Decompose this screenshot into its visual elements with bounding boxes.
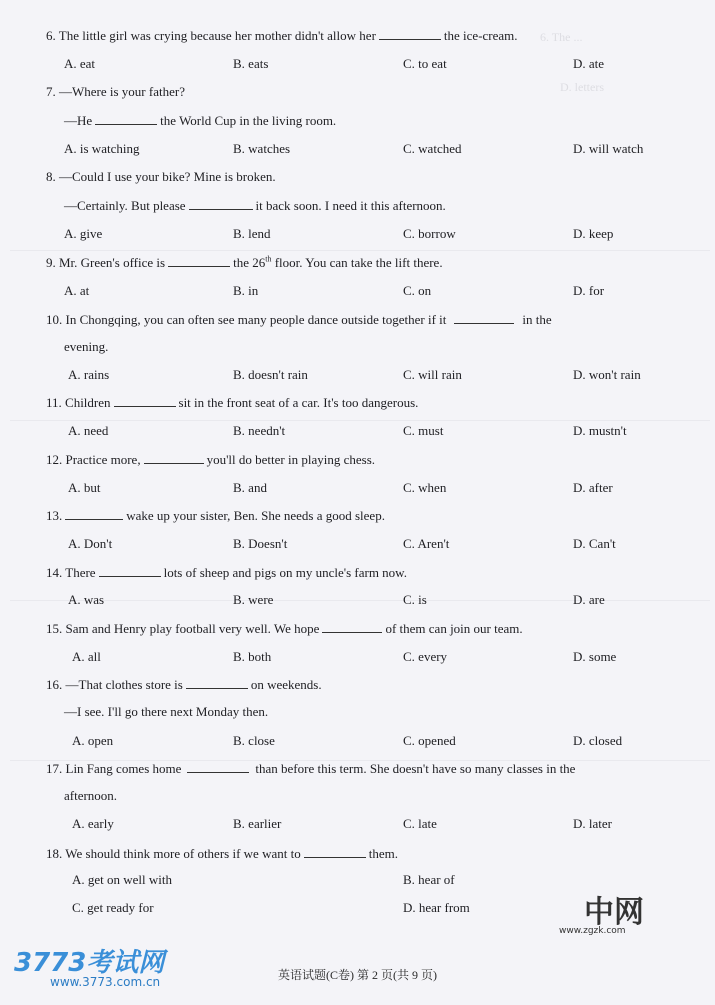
option-b: B. earlier: [233, 816, 282, 831]
bleed-through: 6. The ... D. letters: [0, 0, 715, 940]
question-14: [46, 564, 686, 619]
question-stem: 15. Sam and Henry play football very well. We hope of them can join our team.: [46, 621, 523, 636]
option-b: B. needn't: [233, 423, 286, 438]
option-b: B. hear of: [403, 872, 455, 887]
option-c: C. opened: [403, 733, 456, 748]
option-c: C. when: [403, 480, 447, 495]
question-13: [46, 507, 686, 562]
option-c: C. will rain: [403, 367, 462, 382]
question-stem-continued: evening.: [64, 339, 109, 354]
option-c: C. to eat: [403, 56, 447, 71]
option-a: A. is watching: [64, 141, 140, 156]
option-d: D. for: [573, 283, 605, 298]
option-b: B. eats: [233, 56, 269, 71]
question-stem: 9. Mr. Green's office is the 26th floor. You can take the lift there.: [46, 254, 443, 270]
question-15: [46, 620, 686, 675]
option-a: A. at: [64, 283, 90, 298]
question-stem: 7. —Where is your father?: [46, 84, 185, 99]
question-stem: 6. The little girl was crying because her mother didn't allow her the ice-cream.: [46, 28, 518, 43]
question-7: [46, 84, 686, 164]
option-d: D. Can't: [573, 536, 616, 551]
zhongwang-logo: 中网: [584, 895, 644, 930]
option-c: C. late: [403, 816, 437, 831]
option-d: D. after: [573, 480, 613, 495]
option-a: A. need: [68, 423, 109, 438]
question-16: [46, 676, 686, 756]
option-c: C. Aren't: [403, 536, 450, 551]
option-d: D. are: [573, 592, 605, 607]
option-d: D. ate: [573, 56, 605, 71]
option-b: B. Doesn't: [233, 536, 288, 551]
option-a: A. eat: [64, 56, 96, 71]
option-d: D. will watch: [573, 141, 644, 156]
question-dialogue-line: —I see. I'll go there next Monday then.: [64, 704, 269, 719]
option-b: B. close: [233, 733, 275, 748]
option-b: B. lend: [233, 226, 271, 241]
option-b: B. both: [233, 649, 272, 664]
question-stem-continued: afternoon.: [64, 788, 118, 803]
question-6: [46, 27, 686, 82]
question-stem: 8. —Could I use your bike? Mine is broken.: [46, 169, 276, 184]
question-17: [46, 760, 686, 840]
question-12: [46, 451, 686, 506]
question-dialogue-line: —He the World Cup in the living room.: [64, 113, 337, 128]
option-d: D. some: [573, 649, 617, 664]
option-a: A. open: [72, 733, 114, 748]
site-logo: 3773考试网: [14, 948, 165, 978]
option-c: C. is: [403, 592, 427, 607]
option-b: B. in: [233, 283, 259, 298]
option-c: C. get ready for: [72, 900, 154, 915]
question-stem: 17. Lin Fang comes home than before this term. She doesn't have so many classes in the: [46, 761, 576, 776]
question-stem: 13. wake up your sister, Ben. She needs a good sleep.: [46, 508, 385, 523]
question-stem: 12. Practice more, you'll do better in playing chess.: [46, 452, 376, 467]
option-a: A. give: [64, 226, 103, 241]
option-c: C. must: [403, 423, 444, 438]
question-11: [46, 394, 686, 449]
question-stem: 14. There lots of sheep and pigs on my uncle's farm now.: [46, 565, 407, 580]
option-d: D. later: [573, 816, 612, 831]
option-c: C. borrow: [403, 226, 456, 241]
option-c: C. watched: [403, 141, 462, 156]
option-b: B. doesn't rain: [233, 367, 308, 382]
question-9: [46, 254, 686, 309]
option-c: C. every: [403, 649, 448, 664]
option-a: A. all: [72, 649, 101, 664]
option-b: B. watches: [233, 141, 291, 156]
question-stem: 11. Children sit in the front seat of a car. It's too dangerous.: [46, 395, 419, 410]
question-stem: 18. We should think more of others if we want to them.: [46, 846, 398, 861]
option-a: A. Don't: [68, 536, 113, 551]
site-url: www.3773.com.cn: [50, 975, 161, 989]
option-d: D. won't rain: [573, 367, 641, 382]
option-c: C. on: [403, 283, 432, 298]
option-a: A. was: [68, 592, 105, 607]
question-stem: 16. —That clothes store is on weekends.: [46, 677, 322, 692]
option-a: A. but: [68, 480, 101, 495]
question-8: [46, 169, 686, 249]
option-d: D. hear from: [403, 900, 470, 915]
option-d: D. closed: [573, 733, 623, 748]
option-a: A. get on well with: [72, 872, 173, 887]
option-d: D. mustn't: [573, 423, 627, 438]
zhongwang-url: www.zgzk.com: [559, 926, 626, 936]
page-footer: 英语试题(C卷) 第 2 页(共 9 页): [278, 968, 437, 982]
option-b: B. and: [233, 480, 267, 495]
question-dialogue-line: —Certainly. But please it back soon. I need it this afternoon.: [64, 198, 446, 213]
option-d: D. keep: [573, 226, 614, 241]
question-10: [46, 311, 686, 391]
option-a: A. early: [72, 816, 114, 831]
question-stem: 10. In Chongqing, you can often see many people dance outside together if it in the: [46, 312, 552, 327]
option-b: B. were: [233, 592, 274, 607]
option-a: A. rains: [68, 367, 110, 382]
